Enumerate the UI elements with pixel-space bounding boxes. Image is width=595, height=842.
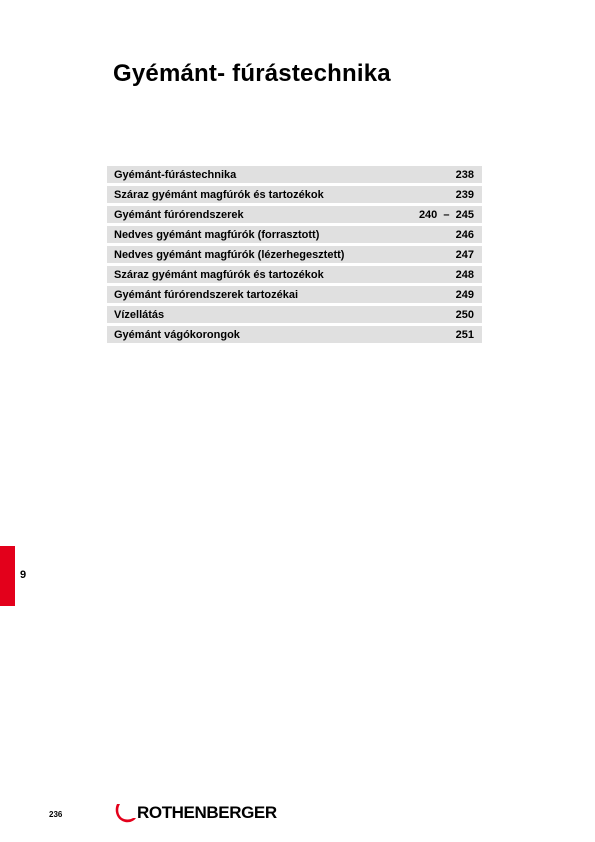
toc-row[interactable] xyxy=(107,226,482,243)
toc-item-label: Száraz gyémánt magfúrók és tartozékok xyxy=(114,268,324,281)
toc-row[interactable] xyxy=(107,186,482,203)
toc-item-label: Gyémánt vágókorongok xyxy=(114,328,240,341)
toc-item-page: 238 xyxy=(455,168,474,181)
toc-item-label: Vízellátás xyxy=(114,308,165,321)
brand-name: ROTHENBERGER xyxy=(137,803,277,822)
toc-row[interactable] xyxy=(107,266,482,283)
toc-row[interactable] xyxy=(107,326,482,343)
toc-item-label: Nedves gyémánt magfúrók (lézerhegesztett) xyxy=(114,248,345,261)
toc-row[interactable] xyxy=(107,306,482,323)
toc-item-label: Gyémánt fúrórendszerek xyxy=(114,208,244,221)
toc-item-label: Gyémánt-fúrástechnika xyxy=(114,168,237,181)
chapter-number: 9 xyxy=(20,569,27,581)
toc-row[interactable] xyxy=(107,286,482,303)
toc-item-page: 247 xyxy=(455,248,474,261)
toc-item-page: 239 xyxy=(455,188,474,201)
page-number: 236 xyxy=(49,810,63,819)
toc-row[interactable] xyxy=(107,206,482,223)
rothenberger-swoosh-icon xyxy=(113,801,137,825)
toc-item-label: Gyémánt fúrórendszerek tartozékai xyxy=(114,288,299,301)
toc-item-page: 249 xyxy=(455,288,474,301)
brand-logo xyxy=(113,800,277,826)
chapter-tab xyxy=(0,546,15,606)
toc-item-page: 248 xyxy=(455,268,474,281)
page-title: Gyémánt- fúrástechnika xyxy=(113,60,391,87)
toc-item-page: 250 xyxy=(455,308,474,321)
toc-item-page: 251 xyxy=(455,328,474,341)
toc-item-page: 246 xyxy=(455,228,474,241)
toc-row[interactable] xyxy=(107,246,482,263)
toc-row[interactable] xyxy=(107,166,482,183)
toc-item-page: 240 – 245 xyxy=(418,208,474,221)
toc-item-label: Száraz gyémánt magfúrók és tartozékok xyxy=(114,188,324,201)
toc-item-label: Nedves gyémánt magfúrók (forrasztott) xyxy=(114,228,320,241)
table-of-contents xyxy=(107,166,482,346)
